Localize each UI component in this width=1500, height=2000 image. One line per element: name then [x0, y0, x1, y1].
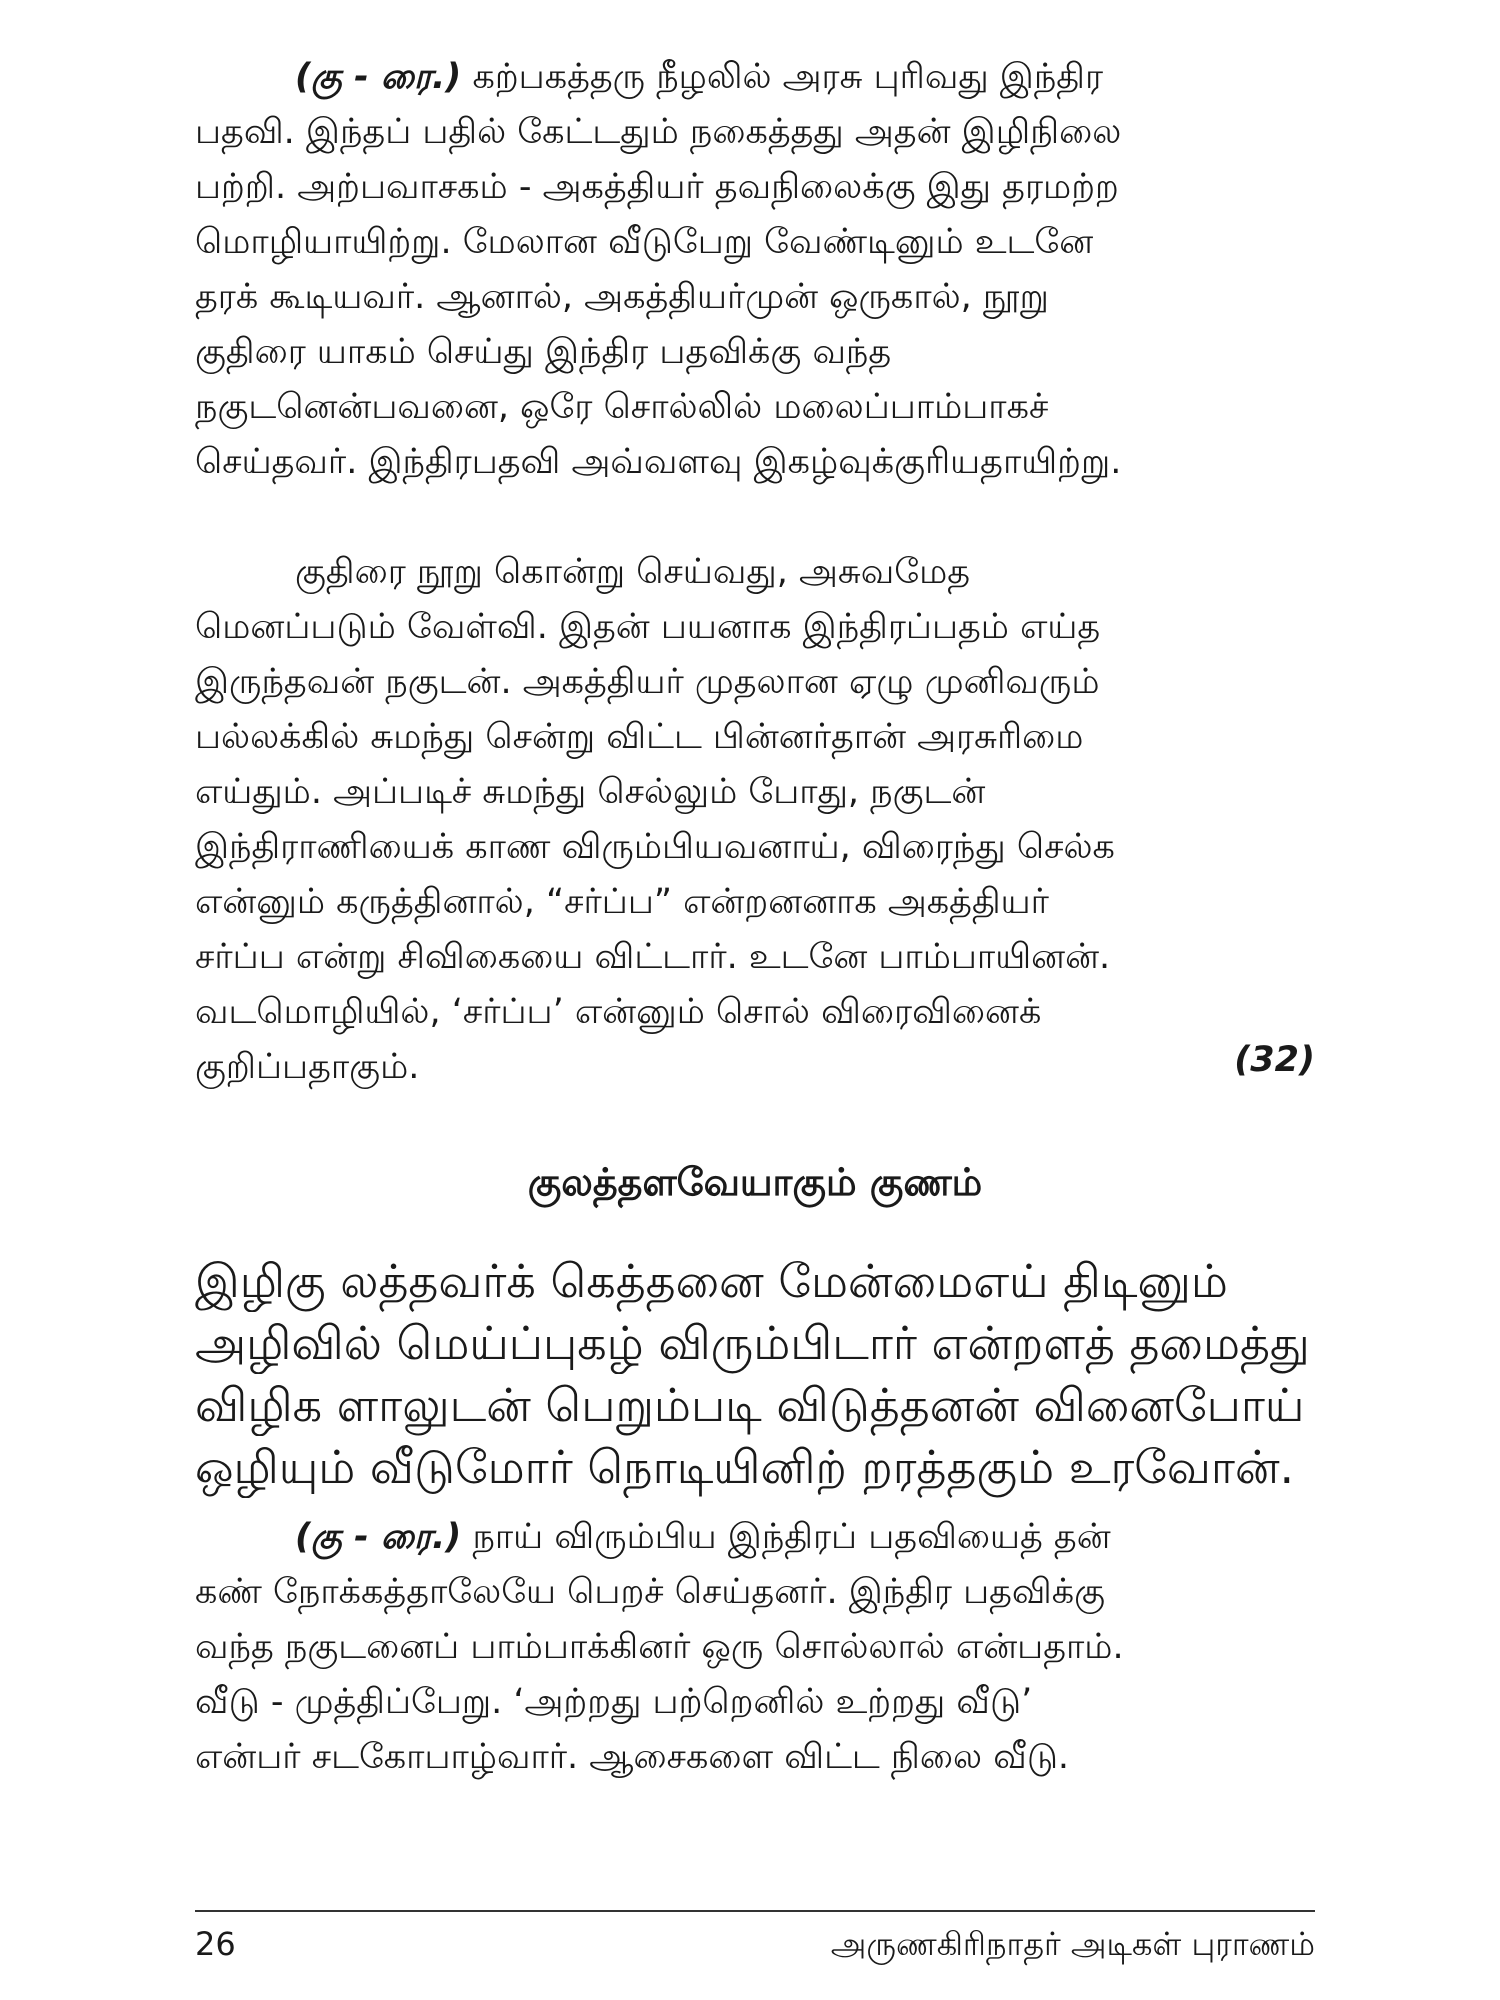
- paragraph-line: இருந்தவன் நகுடன். அகத்தியர் முதலான ஏழு முனிவரும்: [195, 662, 1100, 702]
- verse-line: விழிக ளாலுடன் பெறும்படி விடுத்தனன் வினைபோய்: [195, 1378, 1305, 1432]
- verse-line: இழிகு லத்தவர்க் கெத்தனை மேன்மைஎய் திடினும்: [195, 1254, 1228, 1308]
- paragraph-line: வந்த நகுடனைப் பாம்பாக்கினர் ஒரு சொல்லால் என்பதாம்.: [195, 1627, 1124, 1667]
- paragraph-line: என்பர் சடகோபாழ்வார். ஆசைகளை விட்ட நிலை வீடு.: [195, 1737, 1070, 1777]
- paragraph-line: குதிரை நூறு கொன்று செய்வது, அசுவமேத: [295, 552, 971, 592]
- verse-block: [195, 1250, 1315, 1498]
- footer-divider: [195, 1910, 1315, 1912]
- paragraph-line: என்னும் கருத்தினால், “சர்ப்ப” என்றனனாக அகத்தியர்: [195, 882, 1049, 922]
- paragraph-line: நகுடனென்பவனை, ஒரே சொல்லில் மலைப்பாம்பாகச்: [195, 387, 1049, 427]
- section-heading: குலத்தளவேயாகும் குணம்: [527, 1160, 983, 1204]
- paragraph-line: பதவி. இந்தப் பதில் கேட்டதும் நகைத்தது அதன் இழிநிலை: [195, 112, 1122, 152]
- paragraph-line: வீடு - முத்திப்பேறு. ‘அற்றது பற்றெனில் உற்றது வீடு’: [195, 1682, 1033, 1722]
- book-title: அருணகிரிநாதர் அடிகள் புராணம்: [830, 1925, 1315, 1963]
- page-content: [195, 50, 1315, 1950]
- verse-number: (32): [1234, 1040, 1315, 1080]
- commentary-paragraph-2: [195, 545, 1315, 1095]
- commentary-label: (கு - ரை.): [295, 1517, 462, 1557]
- paragraph-line: பல்லக்கில் சுமந்து சென்று விட்ட பின்னர்தான் அரசுரிமை: [195, 717, 1084, 757]
- paragraph-line: குறிப்பதாகும்.: [195, 1047, 420, 1087]
- paragraph-line: தரக் கூடியவர். ஆனால், அகத்தியர்முன் ஒருகால், நூறு: [195, 277, 1049, 317]
- commentary-paragraph-1: [195, 50, 1315, 490]
- paragraph-line: வடமொழியில், ‘சர்ப்ப’ என்னும் சொல் விரைவினைக்: [195, 992, 1042, 1032]
- paragraph-line: பற்றி. அற்பவாசகம் - அகத்தியர் தவநிலைக்கு இது தரமற்ற: [195, 167, 1119, 207]
- page-number: 26: [195, 1925, 236, 1963]
- commentary-paragraph-3: [195, 1510, 1315, 1785]
- paragraph-line: மொழியாயிற்று. மேலான வீடுபேறு வேண்டினும் உடனே: [195, 222, 1094, 262]
- paragraph-line: கற்பகத்தரு நீழலில் அரசு புரிவது இந்திர: [472, 57, 1104, 97]
- paragraph-line: குதிரை யாகம் செய்து இந்திர பதவிக்கு வந்த: [195, 332, 892, 372]
- verse-line: அழிவில் மெய்ப்புகழ் விரும்பிடார் என்றளத் தமைத்து: [195, 1316, 1310, 1370]
- commentary-label: (கு - ரை.): [295, 57, 462, 97]
- paragraph-line: எய்தும். அப்படிச் சுமந்து செல்லும் போது, நகுடன்: [195, 772, 986, 812]
- paragraph-line: மெனப்படும் வேள்வி. இதன் பயனாக இந்திரப்பதம் எய்த: [195, 607, 1101, 647]
- verse-line: ஒழியும் வீடுமோர் நொடியினிற் றரத்தகும் உரவோன்.: [195, 1440, 1295, 1494]
- paragraph-line: இந்திராணியைக் காண விரும்பியவனாய், விரைந்து செல்க: [195, 827, 1115, 867]
- paragraph-line: சர்ப்ப என்று சிவிகையை விட்டார். உடனே பாம்பாயினன்.: [195, 937, 1111, 977]
- paragraph-line: நாய் விரும்பிய இந்திரப் பதவியைத் தன்: [472, 1517, 1111, 1557]
- paragraph-line: செய்தவர். இந்திரபதவி அவ்வளவு இகழ்வுக்குரியதாயிற்று.: [195, 442, 1122, 482]
- paragraph-line: கண் நோக்கத்தாலேயே பெறச் செய்தனர். இந்திர பதவிக்கு: [195, 1572, 1106, 1612]
